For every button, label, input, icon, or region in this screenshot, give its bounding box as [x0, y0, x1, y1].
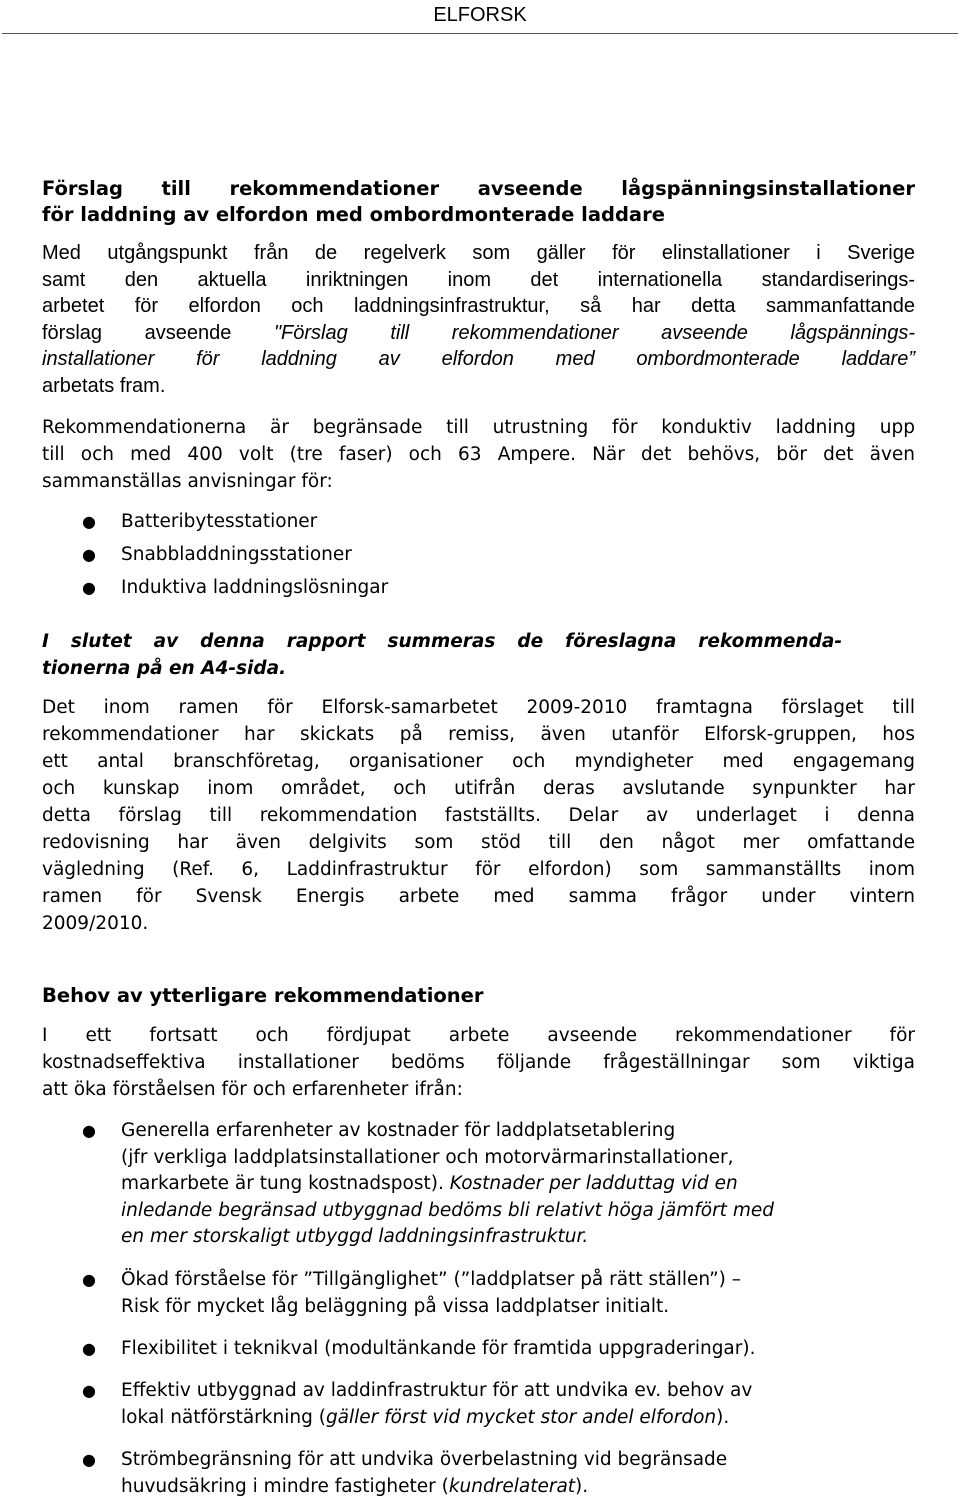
text-line	[42, 320, 915, 347]
title-line: för laddning av elfordon med ombordmonterade laddare	[42, 203, 665, 226]
bullet-icon: ●	[82, 1381, 96, 1400]
list-item-text	[121, 1474, 915, 1501]
list-item-text: Risk för mycket låg beläggning på vissa laddplatser initialt.	[121, 1295, 670, 1317]
list-item-text	[121, 1405, 915, 1432]
list-item-text: Induktiva laddningslösningar	[121, 577, 389, 598]
bullet-icon: ●	[82, 1121, 96, 1140]
intro-paragraph	[42, 240, 915, 399]
text-run: ).	[575, 1475, 589, 1497]
process-paragraph	[42, 694, 915, 937]
title-line: Förslag till rekommendationer avseende lågspänningsinstallationer	[42, 177, 915, 200]
italic-text-run: kundrelaterat	[448, 1475, 576, 1497]
header-rule	[2, 33, 958, 34]
scope-paragraph	[42, 414, 915, 495]
list-item	[42, 1447, 915, 1507]
needs-list	[42, 1118, 915, 1507]
text-line: ett antal branschföretag, organisationer och myndigheter med engagemang	[42, 751, 915, 772]
bullet-icon: ●	[82, 578, 96, 597]
bullet-icon: ●	[82, 1270, 96, 1289]
header-title: ELFORSK	[433, 4, 527, 26]
list-item	[42, 508, 915, 541]
list-item-text: Snabbladdningsstationer	[121, 544, 352, 565]
summary-note	[42, 628, 842, 682]
bullet-icon: ●	[82, 545, 96, 564]
list-item-text: (jfr verkliga laddplatsinstallationer och motorvärmarinstallationer,	[121, 1146, 734, 1168]
italic-text-run: Kostnader per ladduttag vid en	[449, 1173, 738, 1194]
text-line: Rekommendationerna är begränsade till utrustning för konduktiv laddning upp	[42, 417, 915, 438]
list-item-text	[121, 1171, 915, 1198]
bullet-icon: ●	[82, 1450, 96, 1469]
text-line: I slutet av denna rapport summeras de föreslagna rekommenda-	[42, 631, 842, 652]
text-line: rekommendationer har skickats på remiss, även utanför Elforsk-gruppen, hos	[42, 724, 915, 745]
italic-text-run: gäller först vid mycket stor andel elfordon	[325, 1406, 717, 1428]
list-item-text: en mer storskaligt utbyggd laddningsinfrastruktur.	[121, 1226, 589, 1247]
bullet-icon: ●	[82, 512, 96, 531]
text-line: redovisning har även delgivits som stöd till den något mer omfattande	[42, 832, 915, 853]
text-line: arbetet för elfordon och laddningsinfrastruktur, så har detta sammanfattande	[42, 295, 915, 317]
text-line: vägledning (Ref. 6, Laddinfrastruktur för elfordon) som sammanställts inom	[42, 859, 915, 880]
text-run: ).	[716, 1406, 730, 1428]
text-line: att öka förståelsen för och erfarenheter ifrån:	[42, 1079, 463, 1100]
text-line: och kunskap inom området, och utifrån deras avslutande synpunkter har	[42, 778, 915, 799]
text-run: markarbete är tung kostnadspost).	[121, 1173, 450, 1194]
text-line: 2009/2010.	[42, 913, 149, 934]
document-title	[42, 176, 915, 228]
list-item-text: Effektiv utbyggnad av laddinfrastruktur för att undvika ev. behov av	[121, 1380, 753, 1401]
list-item	[42, 574, 915, 607]
italic-text-run: "Förslag till rekommendationer avseende lågspännings-	[273, 321, 915, 344]
text-line: Med utgångspunkt från de regelverk som gäller för elinstallationer i Sverige	[42, 242, 915, 264]
list-item	[42, 1336, 915, 1378]
text-run: lokal nätförstärkning (	[121, 1406, 326, 1428]
needs-paragraph	[42, 1022, 915, 1103]
text-line: Det inom ramen för Elforsk-samarbetet 2009-2010 framtagna förslaget till	[42, 697, 915, 718]
text-run: huvudsäkring i mindre fastigheter (	[121, 1475, 449, 1497]
text-line: ramen för Svensk Energis arbete med samma frågor under vintern	[42, 886, 915, 907]
list-item-text: Flexibilitet i teknikval (modultänkande för framtida uppgraderingar).	[121, 1338, 756, 1359]
text-line: arbetats fram.	[42, 374, 166, 397]
text-line: samt den aktuella inriktningen inom det internationella standardiserings-	[42, 268, 915, 291]
section-heading: Behov av ytterligare rekommendationer	[42, 984, 484, 1007]
text-line: sammanställas anvisningar för:	[42, 471, 333, 492]
text-line: kostnadseffektiva installationer bedöms följande frågeställningar som viktiga	[42, 1052, 915, 1073]
text-run: förslag avseende	[42, 321, 274, 344]
bullet-icon: ●	[82, 1339, 96, 1358]
list-item-text: Generella erfarenheter av kostnader för laddplatsetablering	[121, 1120, 676, 1141]
list-item	[42, 1118, 915, 1267]
text-line: I ett fortsatt och fördjupat arbete avseende rekommendationer för	[42, 1025, 915, 1046]
text-line: tionerna på en A4-sida.	[42, 658, 287, 679]
text-line: till och med 400 volt (tre faser) och 63 Ampere. När det behövs, bör det även	[42, 444, 915, 465]
list-item	[42, 1378, 915, 1447]
list-item-text: Ökad förståelse för ”Tillgänglighet” (”laddplatser på rätt ställen”) –	[121, 1269, 742, 1290]
text-line: detta förslag till rekommendation fastställts. Delar av underlaget i denna	[42, 805, 915, 826]
list-item	[42, 1267, 915, 1336]
list-item	[42, 541, 915, 574]
scope-list	[42, 508, 915, 607]
list-item-text: Strömbegränsning för att undvika överbelastning vid begränsade	[121, 1449, 728, 1470]
list-item-text: inledande begränsad utbyggnad bedöms bli relativt höga jämfört med	[121, 1199, 774, 1221]
page-header	[0, 0, 960, 35]
text-line: installationer för laddning av elfordon med ombordmonterade laddare”	[42, 348, 915, 370]
list-item-text: Batteribytesstationer	[121, 511, 318, 532]
